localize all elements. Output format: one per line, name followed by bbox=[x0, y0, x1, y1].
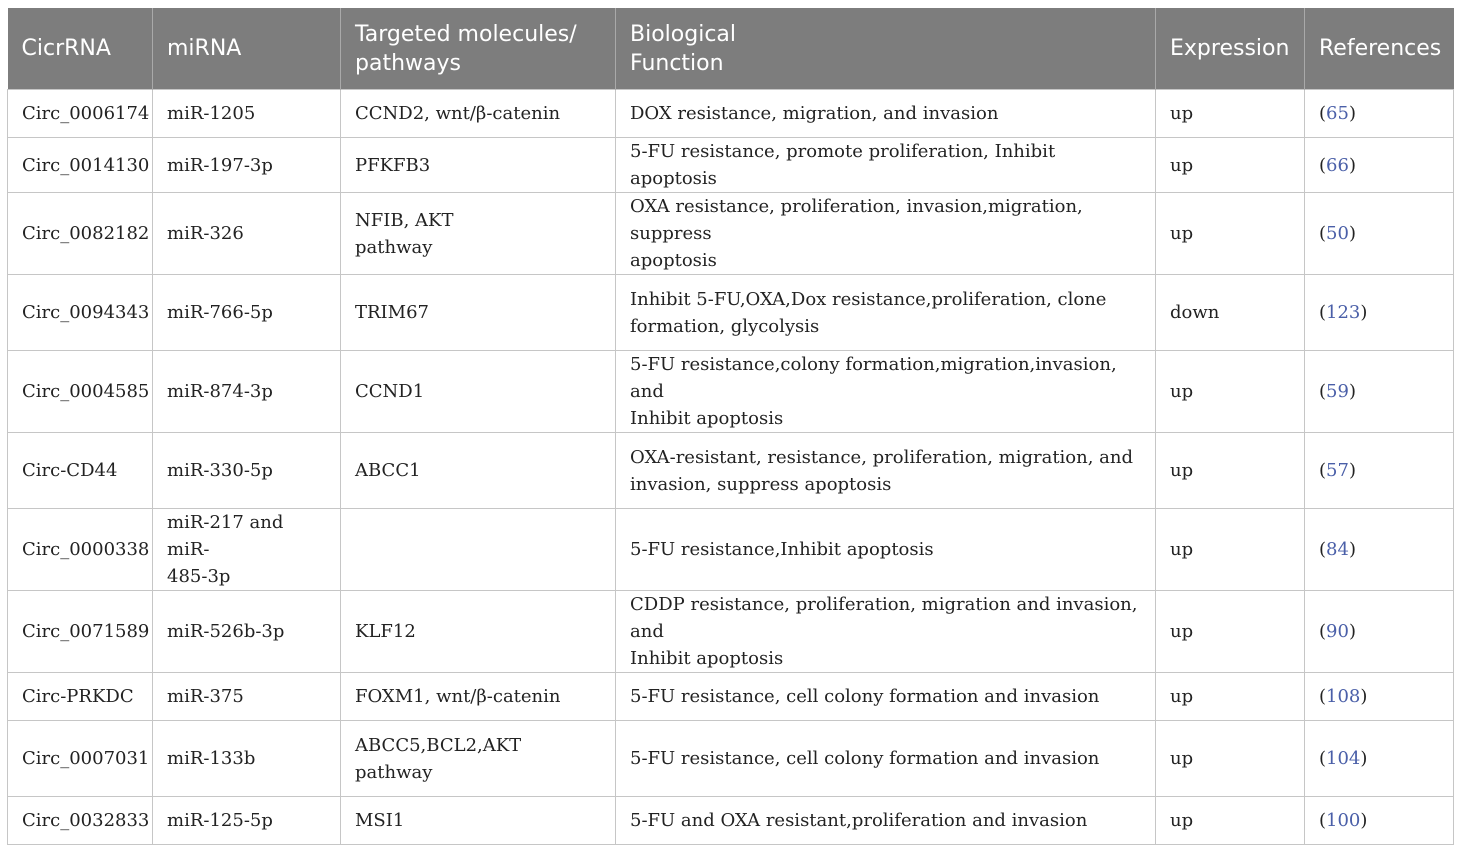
header-expression: Expression bbox=[1156, 8, 1305, 90]
circrna-table bbox=[7, 8, 1454, 845]
cell-expression: up bbox=[1156, 797, 1305, 845]
cell-mirna: miR-197-3p bbox=[153, 138, 341, 193]
table-body bbox=[8, 90, 1454, 845]
cell-circrna: Circ_0006174 bbox=[8, 90, 153, 138]
cell-mirna: miR-375 bbox=[153, 673, 341, 721]
cell-function: 5-FU resistance,colony formation,migration,invasion, and Inhibit apoptosis bbox=[616, 351, 1156, 433]
cell-function: Inhibit 5-FU,OXA,Dox resistance,proliferation, clone formation, glycolysis bbox=[616, 275, 1156, 351]
cell-targets: ABCC1 bbox=[341, 433, 616, 509]
cell-function: 5-FU and OXA resistant,proliferation and invasion bbox=[616, 797, 1156, 845]
reference-link[interactable]: 90 bbox=[1326, 621, 1349, 642]
cell-circrna: Circ_0071589 bbox=[8, 591, 153, 673]
cell-reference: (65) bbox=[1305, 90, 1454, 138]
cell-mirna: miR-217 and miR- 485-3p bbox=[153, 509, 341, 591]
cell-targets: NFIB, AKT pathway bbox=[341, 193, 616, 275]
cell-expression: up bbox=[1156, 509, 1305, 591]
table-row bbox=[8, 90, 1454, 138]
cell-targets: MSI1 bbox=[341, 797, 616, 845]
cell-function: 5-FU resistance, cell colony formation and invasion bbox=[616, 721, 1156, 797]
cell-targets: CCND2, wnt/β-catenin bbox=[341, 90, 616, 138]
cell-circrna: Circ_0004585 bbox=[8, 351, 153, 433]
header-mirna: miRNA bbox=[153, 8, 341, 90]
cell-mirna: miR-526b-3p bbox=[153, 591, 341, 673]
cell-reference: (59) bbox=[1305, 351, 1454, 433]
cell-mirna: miR-326 bbox=[153, 193, 341, 275]
cell-targets bbox=[341, 509, 616, 591]
table-row bbox=[8, 433, 1454, 509]
cell-mirna: miR-1205 bbox=[153, 90, 341, 138]
cell-expression: up bbox=[1156, 433, 1305, 509]
cell-mirna: miR-125-5p bbox=[153, 797, 341, 845]
cell-mirna: miR-766-5p bbox=[153, 275, 341, 351]
reference-link[interactable]: 108 bbox=[1326, 686, 1361, 707]
table-row bbox=[8, 509, 1454, 591]
cell-targets: TRIM67 bbox=[341, 275, 616, 351]
cell-expression: up bbox=[1156, 193, 1305, 275]
reference-link[interactable]: 57 bbox=[1326, 460, 1349, 481]
cell-reference: (90) bbox=[1305, 591, 1454, 673]
cell-reference: (57) bbox=[1305, 433, 1454, 509]
reference-link[interactable]: 104 bbox=[1326, 748, 1361, 769]
cell-expression: up bbox=[1156, 351, 1305, 433]
cell-expression: up bbox=[1156, 591, 1305, 673]
cell-mirna: miR-133b bbox=[153, 721, 341, 797]
cell-reference: (66) bbox=[1305, 138, 1454, 193]
cell-circrna: Circ-CD44 bbox=[8, 433, 153, 509]
circrna-table-container bbox=[7, 8, 1453, 845]
cell-reference: (108) bbox=[1305, 673, 1454, 721]
cell-function: CDDP resistance, proliferation, migration and invasion, and Inhibit apoptosis bbox=[616, 591, 1156, 673]
cell-circrna: Circ_0007031 bbox=[8, 721, 153, 797]
cell-function: OXA resistance, proliferation, invasion,migration, suppress apoptosis bbox=[616, 193, 1156, 275]
cell-targets: PFKFB3 bbox=[341, 138, 616, 193]
header-row bbox=[8, 8, 1454, 90]
reference-link[interactable]: 100 bbox=[1326, 810, 1361, 831]
cell-function: 5-FU resistance,Inhibit apoptosis bbox=[616, 509, 1156, 591]
cell-circrna: Circ_0000338 bbox=[8, 509, 153, 591]
cell-function: OXA-resistant, resistance, proliferation, migration, and invasion, suppress apoptosis bbox=[616, 433, 1156, 509]
table-row bbox=[8, 138, 1454, 193]
cell-targets: CCND1 bbox=[341, 351, 616, 433]
cell-expression: up bbox=[1156, 673, 1305, 721]
cell-reference: (123) bbox=[1305, 275, 1454, 351]
cell-targets: FOXM1, wnt/β-catenin bbox=[341, 673, 616, 721]
table-row bbox=[8, 797, 1454, 845]
cell-expression: up bbox=[1156, 721, 1305, 797]
header-function: Biological Function bbox=[616, 8, 1156, 90]
table-row bbox=[8, 673, 1454, 721]
cell-circrna: Circ_0014130 bbox=[8, 138, 153, 193]
reference-link[interactable]: 59 bbox=[1326, 381, 1349, 402]
cell-mirna: miR-330-5p bbox=[153, 433, 341, 509]
reference-link[interactable]: 84 bbox=[1326, 539, 1349, 560]
cell-reference: (100) bbox=[1305, 797, 1454, 845]
cell-circrna: Circ-PRKDC bbox=[8, 673, 153, 721]
cell-reference: (104) bbox=[1305, 721, 1454, 797]
cell-circrna: Circ_0082182 bbox=[8, 193, 153, 275]
reference-link[interactable]: 66 bbox=[1326, 154, 1349, 176]
cell-expression: up bbox=[1156, 138, 1305, 193]
reference-link[interactable]: 123 bbox=[1326, 302, 1361, 323]
table-header bbox=[8, 8, 1454, 90]
table-row bbox=[8, 591, 1454, 673]
table-row bbox=[8, 275, 1454, 351]
cell-function: 5-FU resistance, cell colony formation and invasion bbox=[616, 673, 1156, 721]
reference-link[interactable]: 50 bbox=[1326, 223, 1349, 244]
cell-targets: ABCC5,BCL2,AKT pathway bbox=[341, 721, 616, 797]
reference-link[interactable]: 65 bbox=[1326, 103, 1349, 124]
cell-expression: down bbox=[1156, 275, 1305, 351]
header-circrna: CicrRNA bbox=[8, 8, 153, 90]
header-references: References bbox=[1305, 8, 1454, 90]
cell-expression: up bbox=[1156, 90, 1305, 138]
cell-mirna: miR-874-3p bbox=[153, 351, 341, 433]
cell-function: DOX resistance, migration, and invasion bbox=[616, 90, 1156, 138]
cell-reference: (84) bbox=[1305, 509, 1454, 591]
cell-function: 5-FU resistance, promote proliferation, Inhibit apoptosis bbox=[616, 138, 1156, 193]
table-row bbox=[8, 721, 1454, 797]
table-row bbox=[8, 351, 1454, 433]
cell-circrna: Circ_0094343 bbox=[8, 275, 153, 351]
cell-reference: (50) bbox=[1305, 193, 1454, 275]
header-targets: Targeted molecules/ pathways bbox=[341, 8, 616, 90]
cell-targets: KLF12 bbox=[341, 591, 616, 673]
cell-circrna: Circ_0032833 bbox=[8, 797, 153, 845]
table-row bbox=[8, 193, 1454, 275]
